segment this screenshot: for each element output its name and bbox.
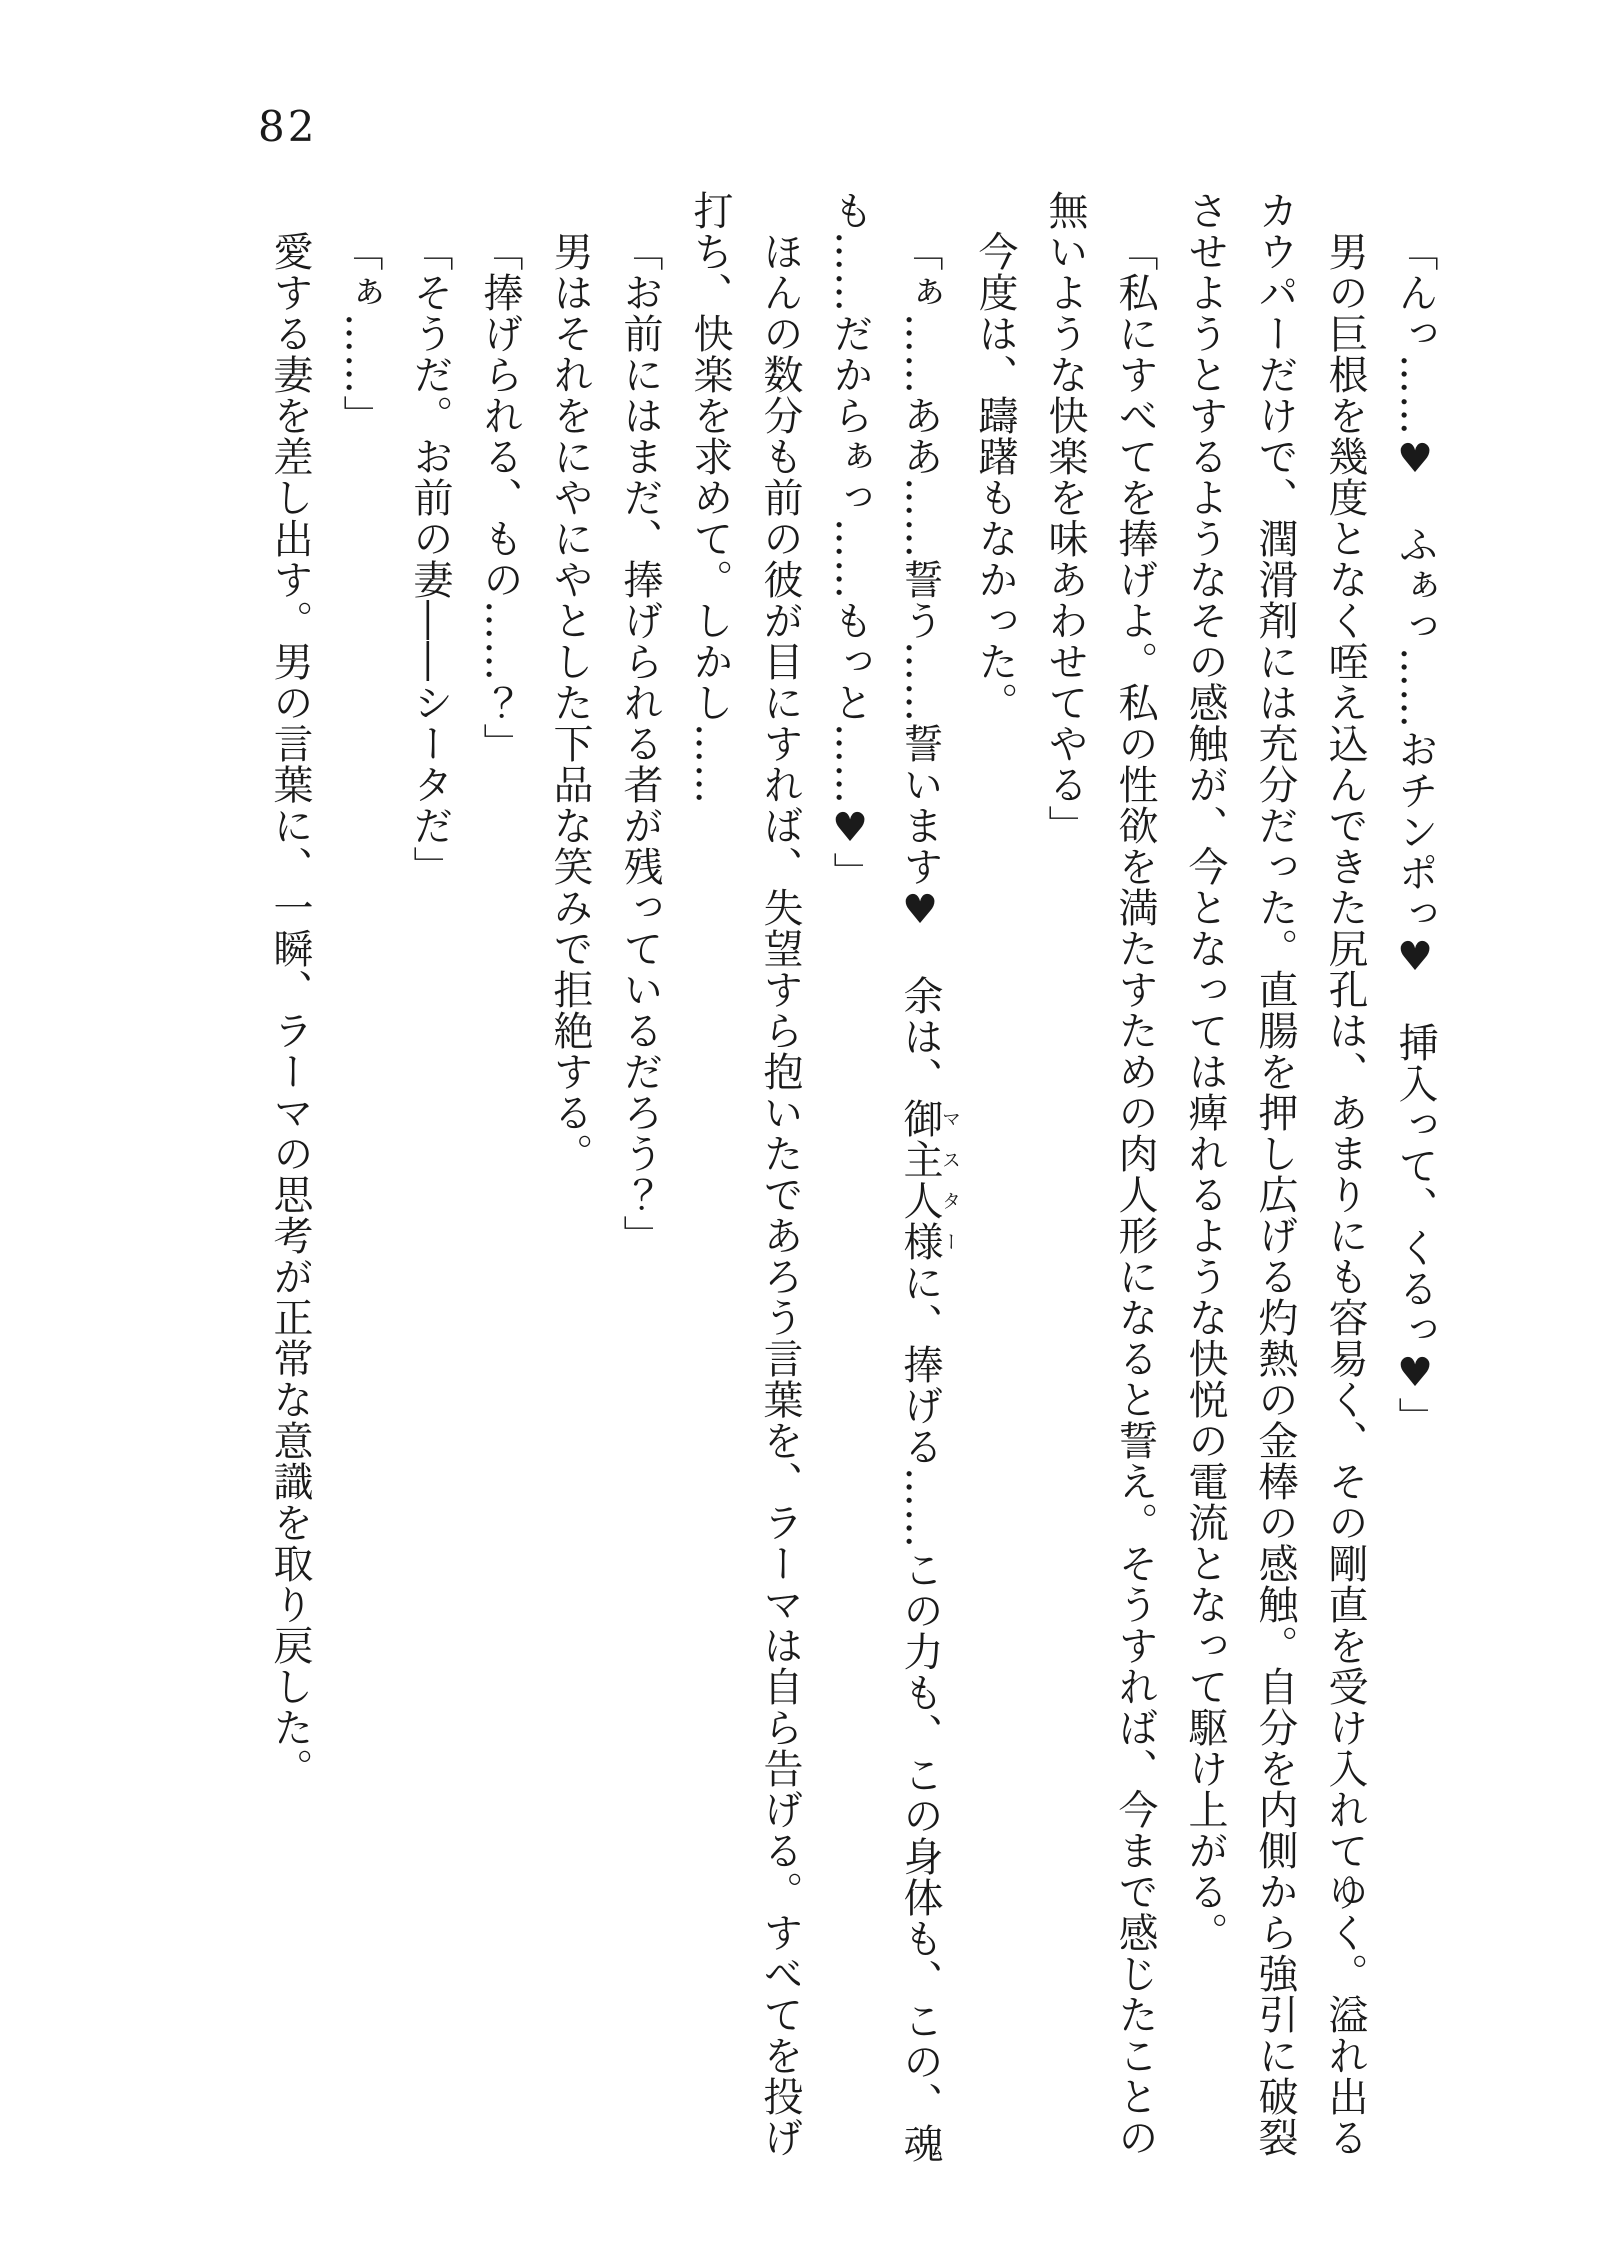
dialogue-moan-line: 「んっ……♥ ふぁっ……おチンポっ♥ 挿入って、くるっ♥」	[1392, 231, 1438, 1438]
narrative-line: 今度は、躊躇もなかった。	[972, 231, 1018, 723]
ruby-base: 御主人様	[897, 1098, 943, 1262]
narrative-line: 男の巨根を幾度となく咥え込んできた尻孔は、あまりにも容易く、その剛直を受け入れてゆく。溢れ出るカウパーだけで、潤滑剤には充分だった。直腸を押し広げる灼熱の金棒の感触。自分を内側から強引に破裂させようとするようなその感触が、今となっては痺れるような快悦の電流となって駆け上がる。	[1182, 190, 1368, 2158]
page-number: 82	[258, 102, 318, 151]
dialogue-segment-before: 「ぁ……ああ……誓う……誓います♥ 余は、	[897, 231, 943, 1098]
narrative-closing-line: 愛する妻を差し出す。男の言葉に、一瞬、ラーマの思考が正常な意識を取り戻した。	[267, 231, 313, 1789]
dialogue-gasp-line: 「ぁ……」	[337, 231, 383, 436]
narrative-line: 男はそれをにやにやとした下品な笑みで拒絶する。	[547, 231, 593, 1174]
dialogue-segment-after: に、捧げる……この力も、この身体も、この、魂も……だからぁっ……もっと……♥」	[827, 190, 943, 2164]
dialogue-oath-line	[815, 190, 960, 2165]
ruby-master	[897, 1098, 961, 1262]
text-block	[170, 190, 1450, 2165]
ruby-reading: マスター	[939, 1098, 961, 1262]
dialogue-answer-line: 「そうだ。お前の妻――シータだ」	[407, 231, 453, 887]
dialogue-demand-line: 「私にすべてを捧げよ。私の性欲を満たすための肉人形になると誓え。そうすれば、今まで感じたことの無いような快楽を味あわせてやる」	[1042, 190, 1158, 2158]
dialogue-question-line: 「お前にはまだ、捧げられる者が残っているだろう？」	[617, 231, 663, 1256]
dialogue-echo-line: 「捧げられる、もの……？」	[477, 231, 523, 764]
narrative-line: ほんの数分も前の彼が目にすれば、失望すら抱いたであろう言葉を、ラーマは自ら告げる。すべてを投げ打ち、快楽を求めて。しかし……	[687, 190, 803, 2158]
